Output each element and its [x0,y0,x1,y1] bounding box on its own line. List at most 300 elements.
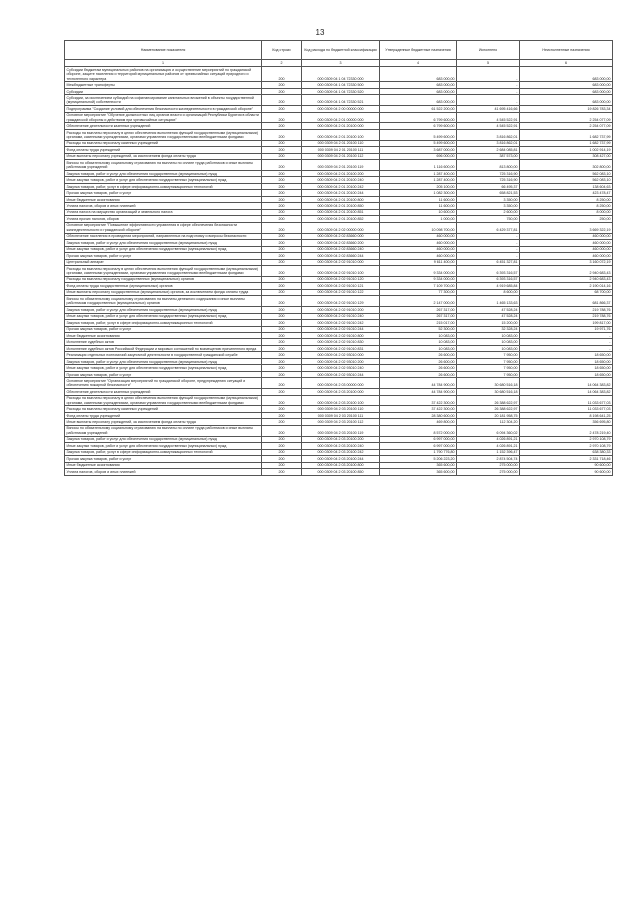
cell-plan: 44 784 900,00 [380,378,457,389]
cell-done: 10 083,00 [457,339,520,345]
cell-code: 200 [262,246,302,252]
cell-done: 2 684 085,81 [457,147,520,153]
table-row [65,112,613,123]
cell-rest: 3 669 322,19 [520,222,613,233]
cell-kbk: 000 0309 04 2 02 91010 129 [302,296,380,307]
cell-name: Межбюджетные трансферты [65,82,262,88]
cell-rest: 460 000,00 [520,253,613,259]
cell-code: 200 [262,469,302,475]
cell-plan: 5 206 223,20 [380,456,457,462]
cell-plan: 205 100,00 [380,183,457,189]
cell-name: Иные закупки товаров, работ и услуг для обеспечения государственных (муниципальных) нужд [65,246,262,252]
cell-kbk: 000 0309 04 2 02 91010 800 [302,333,380,339]
cell-done: 30 680 516,18 [457,378,520,389]
cell-rest: - [520,345,613,351]
cell-kbk: 000 0309 04 2 02 91010 000 [302,259,380,265]
cell-plan: 9 334 000,00 [380,276,457,282]
cell-name: Основное мероприятие "Обучение должностных лиц органов власти и организаций Республики Бурятия в области гражданской обороны и действиям при чрезвычайных ситуациях" [65,112,262,123]
cell-kbk: 000 0309 04 2 01 20100 000 [302,123,380,129]
cell-rest: 90 600,00 [520,469,613,475]
cell-code: 200 [262,266,302,277]
cell-name: Закупка товаров, работ и услуг для обеспечения государственных (муниципальных) нужд [65,358,262,364]
cell-rest: 460 000,00 [520,233,613,239]
cell-done: 4 026 891,21 [457,436,520,442]
cell-rest: 1 682 737,99 [520,129,613,140]
cell-name: Фонд оплаты труда государственных (муниципальных) органов [65,283,262,289]
cell-plan: 37 422 300,00 [380,406,457,412]
cell-name: Расходы на выплаты персоналу в целях обеспечения выполнения функций государственными (муниципальными) органами, казенными учреждениями, органами управления государственными внебюджетными фондами [65,129,262,140]
cell-rest: 18 650,00 [520,371,613,377]
cell-done: 4 545 522,91 [457,123,520,129]
cell-done: 750,00 [457,216,520,222]
cell-name: Прочая закупка товаров, работ и услуг [65,371,262,377]
cell-name: Фонд оплаты труда учреждений [65,412,262,418]
cell-plan: 8 572 000,00 [380,425,457,436]
cell-name: Подпрограмма "Создание условий для обеспечения безопасности жизнедеятельности в гражданской обороне" [65,106,262,112]
cell-kbk: 000 0309 04 2 02 91010 120 [302,276,380,282]
cell-code: 200 [262,203,302,209]
cell-code: 200 [262,339,302,345]
cell-plan: 215 017,00 [380,320,457,326]
cell-code: 200 [262,253,302,259]
cell-kbk: 000 0309 04 2 03 00000 000 [302,378,380,389]
cell-done: - [457,67,520,82]
cell-name: Закупка товаров, работ и услуг для обеспечения государственных (муниципальных) нужд [65,170,262,176]
cell-plan: 696 000,00 [380,153,457,159]
cell-rest: 2 940 683,43 [520,266,613,277]
cell-rest: 18 650,00 [520,352,613,358]
cell-done: 7 950,00 [457,358,520,364]
cell-plan: 683 000,00 [380,67,457,82]
budget-execution-table [64,40,613,476]
cell-kbk: 000 0309 04 2 01 20100 850 [302,203,380,209]
cell-plan: 10 600,00 [380,209,457,215]
cell-code: 200 [262,259,302,265]
table-row [65,95,613,106]
cell-rest: 219 788,76 [520,307,613,313]
cell-code: 200 [262,153,302,159]
cell-kbk: 000 0309 04 2 02 91010 122 [302,289,380,295]
table-row [65,160,613,171]
cell-name: Исполнение судебных актов [65,339,262,345]
header-name: Наименование показателя [65,41,262,60]
cell-kbk: 000 0309 04 2 02 83660 240 [302,246,380,252]
cell-plan: 10 098 700,00 [380,222,457,233]
cell-code: 200 [262,289,302,295]
cell-name: Расходы на выплаты персоналу казенных учреждений [65,406,262,412]
cell-name: Иные закупки товаров, работ и услуг для обеспечения государственных (муниципальных) нужд [65,365,262,371]
cell-plan: 460 000,00 [380,253,457,259]
cell-name: Уплата налогов, сборов и иных платежей [65,469,262,475]
cell-kbk: 000 0309 04 2 03 20100 111 [302,412,380,418]
cell-rest: 8 250,00 [520,203,613,209]
cell-plan: 469 800,00 [380,419,457,425]
cell-done: 6 451 327,81 [457,259,520,265]
cell-plan: 5 499 600,00 [380,140,457,146]
cell-rest: 250,00 [520,216,613,222]
cell-done: - [457,253,520,259]
cell-plan: 61 522 200,00 [380,106,457,112]
cell-code: 200 [262,449,302,455]
cell-kbk: 000 0309 04 2 03 20100 850 [302,469,380,475]
cell-name: Фонд оплаты труда учреждений [65,147,262,153]
cell-code: 200 [262,183,302,189]
table-row [65,266,613,277]
cell-name: Иные закупки товаров, работ и услуг для обеспечения государственных (муниципальных) нужд [65,177,262,183]
cell-kbk: 000 0309 04 2 02 93010 200 [302,358,380,364]
cell-done: 7 950,00 [457,352,520,358]
cell-done: 30 680 516,18 [457,389,520,395]
cell-rest: 18 650,00 [520,365,613,371]
cell-rest: 460 000,00 [520,246,613,252]
cell-done: 47 528,24 [457,313,520,319]
header-executed: Исполнено [457,41,520,60]
cell-rest: 11 033 677,03 [520,406,613,412]
table-row [65,395,613,406]
cell-plan: 9 611 400,00 [380,259,457,265]
cell-done: 1 465 133,63 [457,296,520,307]
cell-rest: 562 083,10 [520,170,613,176]
cell-name: Центральный аппарат [65,259,262,265]
cell-code: 200 [262,222,302,233]
cell-name: Субсидии [65,88,262,94]
cell-plan: 11 600,00 [380,203,457,209]
table-header-row [65,41,613,60]
cell-plan: 2 147 000,00 [380,296,457,307]
cell-plan: 77 300,00 [380,289,457,295]
cell-name: Закупка товаров, работ, услуг в сфере информационно-коммуникационных технологий [65,183,262,189]
cell-done: 813 800,00 [457,160,520,171]
cell-name: Уплата налога на имущество организаций и земельного налога [65,209,262,215]
cell-name: Взносы по обязательному социальному страхованию на выплаты денежного содержания и иные выплаты работникам государственных (муниципальных) органов [65,296,262,307]
cell-name: Закупка товаров, работ и услуг для обеспечения государственных (муниципальных) нужд [65,240,262,246]
col-number: 6 [520,60,613,67]
cell-done: - [457,88,520,94]
cell-plan: 6 799 600,00 [380,123,457,129]
cell-code: 200 [262,412,302,418]
cell-rest: 2 331 718,46 [520,456,613,462]
cell-code: 200 [262,67,302,82]
cell-done: - [457,82,520,88]
cell-code: 200 [262,216,302,222]
cell-kbk: 000 0309 04 2 01 20100 119 [302,160,380,171]
cell-kbk: 000 0309 04 2 03 20100 110 [302,406,380,412]
cell-done: 275 000,00 [457,462,520,468]
cell-rest: - [520,333,613,339]
cell-kbk: 000 0309 04 2 01 20100 240 [302,177,380,183]
cell-done: 275 000,00 [457,469,520,475]
cell-code: 200 [262,395,302,406]
cell-plan: 10 083,00 [380,345,457,351]
cell-name: Субсидии, за исключением субсидий на софинансирование капитальных вложений в объекты государственной (муниципальной) собственности [65,95,262,106]
cell-code: 200 [262,378,302,389]
cell-name: Обеспечение населения в проведении мероприятий, направленных на подготовку и вопросы безопасности [65,233,262,239]
cell-kbk: 000 0309 04 2 03 20100 119 [302,425,380,436]
cell-plan: 6 997 000,00 [380,436,457,442]
cell-rest: 683 000,00 [520,88,613,94]
cell-rest: 8 250,00 [520,196,613,202]
cell-done: 66 495,37 [457,183,520,189]
cell-name: Иные бюджетные ассигнования [65,333,262,339]
cell-plan: 26 600,00 [380,365,457,371]
cell-code: 200 [262,82,302,88]
cell-name: Закупка товаров, работ, услуг в сфере информационно-коммуникационных технологий [65,449,262,455]
cell-plan: 267 317,00 [380,307,457,313]
header-kbk: Код расхода по бюджетной классификации [302,41,380,60]
cell-plan: 1 287 400,00 [380,177,457,183]
header-approved: Утвержденные бюджетные назначения [380,41,457,60]
cell-name: Закупка товаров, работ и услуг для обеспечения государственных (муниципальных) нужд [65,307,262,313]
cell-plan: 683 000,00 [380,95,457,106]
cell-kbk: 000 0309 04 2 01 20100 851 [302,209,380,215]
cell-plan: 1 287 400,00 [380,170,457,176]
cell-code: 200 [262,456,302,462]
cell-name: Основное мероприятие "Организация мероприятий по гражданской обороне, предупреждению ситуаций и обеспечению пожарной безопасности" [65,378,262,389]
cell-name: Обеспечение деятельности казенных учреждений [65,389,262,395]
cell-code: 200 [262,371,302,377]
cell-done: - [457,240,520,246]
table-body [65,67,613,475]
cell-rest: - [520,339,613,345]
cell-done: 2 600,00 [457,209,520,215]
cell-code: 200 [262,296,302,307]
cell-kbk: 000 0309 04 2 02 91010 244 [302,326,380,332]
cell-rest: 90 600,00 [520,462,613,468]
cell-name: Расходы на выплаты персоналу в целях обеспечения выполнения функций государственными (муниципальными) органами, казенными учреждениями, органами управления государственными внебюджетными фондами [65,266,262,277]
header-line-code: Код строки [262,41,302,60]
cell-done: 6 429 377,81 [457,222,520,233]
cell-done: 47 528,24 [457,307,520,313]
cell-name: Расходы на выплаты персоналу в целях обеспечения выполнения функций государственными (муниципальными) органами, казенными учреждениями, органами управления государственными внебюджетными фондами [65,395,262,406]
cell-name: Иные бюджетные ассигнования [65,196,262,202]
cell-kbk: 000 0309 04 2 01 20100 100 [302,129,380,140]
cell-name: Прочая закупка товаров, работ и услуг [65,456,262,462]
cell-done: 6 393 316,57 [457,276,520,282]
cell-code: 200 [262,283,302,289]
cell-plan: 683 000,00 [380,82,457,88]
cell-kbk: 000 0309 04 2 02 93010 244 [302,371,380,377]
cell-code: 200 [262,443,302,449]
cell-kbk: 000 0309 04 2 02 91010 831 [302,345,380,351]
cell-code: 200 [262,170,302,176]
cell-done: 658 821,53 [457,190,520,196]
cell-code: 200 [262,345,302,351]
cell-rest: 8 198 641,25 [520,412,613,418]
col-number: 5 [457,60,520,67]
cell-done: 6 393 316,57 [457,266,520,277]
cell-rest: 8 000,00 [520,209,613,215]
cell-rest: 308 427,00 [520,153,613,159]
cell-name: Уплата налогов, сборов и иных платежей [65,203,262,209]
cell-done: - [457,233,520,239]
cell-kbk: 000 0309 04 2 02 91010 100 [302,266,380,277]
cell-kbk: 000 0309 04 2 02 83660 200 [302,240,380,246]
cell-plan: 11 600,00 [380,196,457,202]
table-row [65,425,613,436]
cell-rest: 68 700,00 [520,289,613,295]
cell-plan: 6 997 000,00 [380,443,457,449]
cell-done: 15 200,00 [457,320,520,326]
cell-done: 8 600,00 [457,289,520,295]
cell-plan: 26 600,00 [380,371,457,377]
cell-kbk: 000 0309 04 2 03 20100 242 [302,449,380,455]
cell-code: 200 [262,240,302,246]
cell-name: Расходы на выплаты персоналу казенных учреждений [65,140,262,146]
cell-rest: 1 002 914,19 [520,147,613,153]
cell-name: Взносы по обязательному социальному страхованию на выплаты по оплате труда работников и иные выплаты работникам учреждений [65,160,262,171]
cell-plan: 365 600,00 [380,462,457,468]
cell-done: 3 350,00 [457,203,520,209]
cell-kbk: 000 0309 04 2 01 20100 244 [302,190,380,196]
cell-kbk: 000 0309 04 2 01 20100 111 [302,147,380,153]
cell-plan: 5 499 600,00 [380,129,457,140]
cell-kbk: 000 0309 04 1 04 72330 500 [302,82,380,88]
cell-name: Иные закупки товаров, работ и услуг для обеспечения государственных (муниципальных) нужд [65,313,262,319]
cell-plan: 26 600,00 [380,352,457,358]
cell-name: Обеспечение деятельности казенных учреждений [65,123,262,129]
col-number: 4 [380,60,457,67]
cell-done: 3 816 862,01 [457,129,520,140]
cell-plan: 28 380 600,00 [380,412,457,418]
cell-rest: 2 940 683,43 [520,276,613,282]
cell-kbk: 000 0309 04 2 03 20100 800 [302,462,380,468]
cell-code: 200 [262,190,302,196]
cell-rest: 2 254 077,09 [520,112,613,123]
cell-done: 7 950,00 [457,365,520,371]
cell-kbk: 000 0309 04 2 02 93010 000 [302,352,380,358]
cell-code: 200 [262,177,302,183]
cell-code: 200 [262,129,302,140]
cell-rest: 14 064 383,82 [520,378,613,389]
cell-kbk: 000 0309 04 2 02 00000 000 [302,222,380,233]
cell-rest: 460 000,00 [520,240,613,246]
cell-done: - [457,95,520,106]
cell-kbk: 000 0309 04 2 02 83660 000 [302,233,380,239]
cell-rest: 19 826 783,34 [520,106,613,112]
cell-code: 200 [262,313,302,319]
cell-rest: 3 160 072,19 [520,259,613,265]
cell-done: 10 083,00 [457,333,520,339]
cell-name: Субсидии бюджетам муниципальных районов на организацию и осуществление мероприятий по гражданской обороне, защите населения и территорий муниципальных районов от чрезвычайных ситуаций природного и техногенного характера [65,67,262,82]
cell-rest: 562 083,10 [520,177,613,183]
cell-kbk: 000 0309 04 2 03 20100 240 [302,443,380,449]
header-unexecuted: Неисполненные назначения [520,41,613,60]
cell-kbk: 000 0309 04 2 03 20100 244 [302,456,380,462]
cell-code: 200 [262,419,302,425]
cell-plan: 1 790 776,80 [380,449,457,455]
col-number: 2 [262,60,302,67]
cell-done: 6 094 360,02 [457,425,520,436]
cell-done: - [457,246,520,252]
cell-kbk: 000 0309 04 2 02 83660 244 [302,253,380,259]
cell-kbk: 000 0309 04 2 03 20100 200 [302,436,380,442]
cell-code: 200 [262,140,302,146]
cell-name: Иные выплаты персоналу учреждений, за исключением фонда оплаты труда [65,419,262,425]
cell-code: 200 [262,233,302,239]
cell-name: Уплата прочих налогов, сборов [65,216,262,222]
cell-kbk: 000 0309 04 2 01 20100 242 [302,183,380,189]
cell-code: 200 [262,123,302,129]
cell-done: 1 152 396,47 [457,449,520,455]
cell-done: 3 350,00 [457,196,520,202]
cell-rest: 356 695,80 [520,419,613,425]
cell-code: 200 [262,147,302,153]
cell-name: Расходы на выплаты персоналу государственных (муниципальных) органов [65,276,262,282]
cell-kbk: 000 0309 04 2 02 91010 242 [302,320,380,326]
cell-kbk: 000 0309 04 2 02 91010 240 [302,313,380,319]
cell-name: Иные выплаты персоналу учреждений, за исключением фонда оплаты труда [65,153,262,159]
cell-kbk: 000 0309 04 1 04 72330 521 [302,95,380,106]
cell-kbk: 000 0309 04 2 00 00000 000 [302,106,380,112]
cell-code: 200 [262,333,302,339]
cell-code: 200 [262,88,302,94]
cell-rest: 638 380,33 [520,449,613,455]
cell-code: 200 [262,112,302,123]
cell-rest: 683 000,00 [520,82,613,88]
cell-kbk: 000 0309 04 2 01 20100 112 [302,153,380,159]
cell-code: 200 [262,425,302,436]
cell-name: Иные выплаты персоналу государственных (муниципальных) органов, за исключением фонда оплаты труда [65,289,262,295]
cell-kbk: 000 0309 04 2 03 20100 100 [302,395,380,406]
cell-done: 10 083,00 [457,345,520,351]
cell-code: 200 [262,365,302,371]
cell-rest: 14 064 383,82 [520,389,613,395]
cell-plan: 6 799 600,00 [380,112,457,123]
cell-plan: 460 000,00 [380,246,457,252]
cell-name: Основное мероприятие "Повышение эффективности управления в сфере обеспечения безопасности жизнедеятельности и гражданской обороне" [65,222,262,233]
cell-plan: 1 000,00 [380,216,457,222]
cell-rest: 1 682 737,99 [520,140,613,146]
cell-rest: 2 970 108,79 [520,436,613,442]
cell-rest: 2 478 219,40 [520,425,613,436]
table-row [65,469,613,475]
cell-kbk: 000 0309 04 2 01 00000 000 [302,112,380,123]
cell-code: 200 [262,358,302,364]
cell-done: 7 950,00 [457,371,520,377]
cell-name: Прочая закупка товаров, работ и услуг [65,190,262,196]
cell-code: 200 [262,276,302,282]
cell-done: 26 388 622,97 [457,395,520,406]
cell-kbk: 000 0309 04 2 02 91010 121 [302,283,380,289]
cell-kbk: 000 0309 04 2 01 20100 110 [302,140,380,146]
cell-kbk: 000 0309 04 1 04 72330 000 [302,67,380,82]
cell-done: 3 816 862,01 [457,140,520,146]
cell-plan: 3 687 000,00 [380,147,457,153]
cell-done: 2 874 504,74 [457,456,520,462]
cell-kbk: 000 0309 04 2 02 93010 240 [302,365,380,371]
cell-rest: 681 866,37 [520,296,613,307]
cell-plan: 10 083,00 [380,333,457,339]
cell-kbk: 000 0309 04 2 01 20100 800 [302,196,380,202]
cell-code: 200 [262,326,302,332]
cell-done: 4 919 685,84 [457,283,520,289]
cell-rest: 199 817,00 [520,320,613,326]
cell-plan: 460 000,00 [380,233,457,239]
col-number: 1 [65,60,262,67]
cell-code: 200 [262,196,302,202]
cell-rest: 2 254 077,09 [520,123,613,129]
table-row [65,296,613,307]
cell-rest: 219 788,76 [520,313,613,319]
cell-name: Реализация отдельных полномочий закупочной деятельности в государственной гражданской службе [65,352,262,358]
cell-rest: 302 800,00 [520,160,613,171]
cell-code: 200 [262,307,302,313]
cell-code: 200 [262,160,302,171]
cell-plan: 44 784 900,00 [380,389,457,395]
cell-plan: 1 116 600,00 [380,160,457,171]
cell-kbk: 000 0309 04 2 03 20100 112 [302,419,380,425]
cell-name: Взносы по обязательному социальному страхованию на выплаты по оплате труда работников и иные выплаты работникам учреждений [65,425,262,436]
